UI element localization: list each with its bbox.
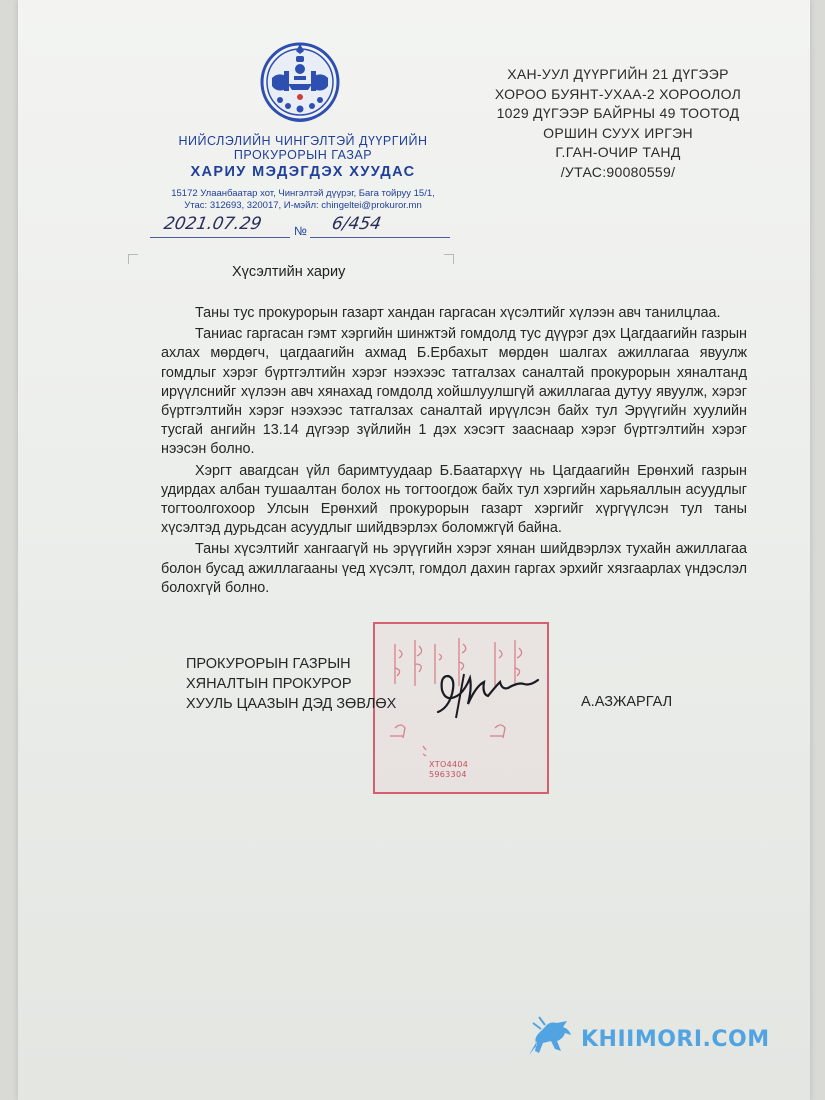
- number-sign: №: [294, 224, 307, 238]
- stamp-code: [429, 760, 468, 780]
- organization-contacts: Утас: 312693, 320017, И-мэйл: chingeltei@prokuror.mn: [184, 200, 422, 211]
- recipient-line: /УТАС:90080559/: [560, 163, 676, 180]
- letter-subject: Хүсэлтийн хариу: [232, 264, 346, 280]
- signatory-title-line: ХЯНАЛТЫН ПРОКУРОР: [186, 676, 352, 692]
- recipient-line: ХОРОО БУЯНТ-УХАА-2 ХОРООЛОЛ: [494, 85, 742, 102]
- organization-name-line2: ПРОКУРОРЫН ГАЗАР: [233, 148, 373, 162]
- document-page: [18, 0, 810, 1100]
- document-date: 2021.07.29: [162, 214, 264, 234]
- signatory-title-line: ХУУЛЬ ЦААЗЫН ДЭД ЗӨВЛӨХ: [186, 696, 397, 712]
- date-underline: [150, 237, 290, 238]
- horse-icon: [523, 1015, 577, 1063]
- signatory-title-line: ПРОКУРОРЫН ГАЗРЫН: [186, 656, 351, 672]
- corner-mark: [128, 254, 138, 264]
- document-number: 6/454: [330, 214, 383, 234]
- recipient-line: ХАН-УУЛ ДҮҮРГИЙН 21 ДҮГЭЭР: [507, 66, 729, 82]
- recipient-line: Г.ГАН-ОЧИР ТАНД: [555, 144, 681, 160]
- recipient-line: 1029 ДҮГЭЭР БАЙРНЫ 49 ТООТОД: [496, 105, 740, 121]
- corner-mark: [444, 254, 454, 264]
- document-title: ХАРИУ МЭДЭГДЭХ ХУУДАС: [190, 164, 416, 180]
- number-underline: [310, 237, 450, 238]
- recipient-line: ОРШИН СУУХ ИРГЭН: [543, 124, 693, 141]
- body-paragraph: Таны тус прокурорын газарт хандан гаргасан хүсэлтийг хүлээн авч танилцлаа.: [195, 305, 721, 321]
- signatory-title: [186, 654, 396, 714]
- body-paragraph: Хэргт авагдсан үйл баримтуудаар Б.Баатархүү нь Цагдаагийн Ерөнхий газрын удирдах албан тушаалтан болох нь тогтоогдож байх тул хэргийн харьяаллын асуудлыг тогтоолгохоор Улсын Ерөнхий прокурорын газарт хэргийг хүргүүлсэн тул таны хүсэлтэд дурьдсан асуудлыг шийдвэрлэх боломжгүй байна.: [161, 462, 747, 537]
- soyombo-emblem-icon: [258, 40, 342, 128]
- watermark-text: KHIIMORI.COM: [581, 1026, 770, 1052]
- handwritten-signature: [430, 664, 570, 724]
- stamp-code-line: ХТО4404: [429, 760, 469, 769]
- recipient-block: [473, 65, 763, 182]
- letter-body: [161, 304, 747, 600]
- signatory-name: А.АЗЖАРГАЛ: [581, 694, 673, 710]
- organization-address: 15172 Улаанбаатар хот, Чингэлтэй дүүрэг, Бага тойруу 15/1,: [171, 188, 435, 199]
- stamp-code-line: 5963304: [429, 770, 467, 779]
- body-paragraph: Таны хүсэлтийг хангаагүй нь эрүүгийн хэрэг хянан шийдвэрлэх тухайн ажиллагаа болон бусад ажиллагааны үед хүсэлт, гомдол дахин гаргах эрхийг хязгаарлах үндэслэл болохгүй болно.: [161, 541, 747, 596]
- watermark: [523, 1014, 770, 1064]
- body-paragraph: Таниас гаргасан гэмт хэргийн шинжтэй гомдолд тус дүүрэг дэх Цагдаагийн газрын ахлах мөрдөгч, цагдаагийн ахмад Б.Ербахыт мөрдөн шалгах ажиллагаа явуулж гомдлыг хэрэг бүртгэлтийн хэрэг нээхээс татгалзах саналтай прокурорын хяналтанд ирүүлснийг хүлээн авч хянахад гомдолд хойшлуулшгүй ажиллагаа дутуу явуулж, хэрэг бүртгэлтийн хэрэг нээхээс татгалзах саналтай ирүүлсэн байх тул Эрүүгийн хуулийн тусгай ангийн 13.14 дүгээр зүйлийн 1 дэх хэсэгт зааснаар хэрэг бүртгэлтийн хэрэг нээсэн болно.: [161, 326, 747, 458]
- organization-name-line1: НИЙСЛЭЛИЙН ЧИНГЭЛТЭЙ ДҮҮРГИЙН: [178, 134, 428, 148]
